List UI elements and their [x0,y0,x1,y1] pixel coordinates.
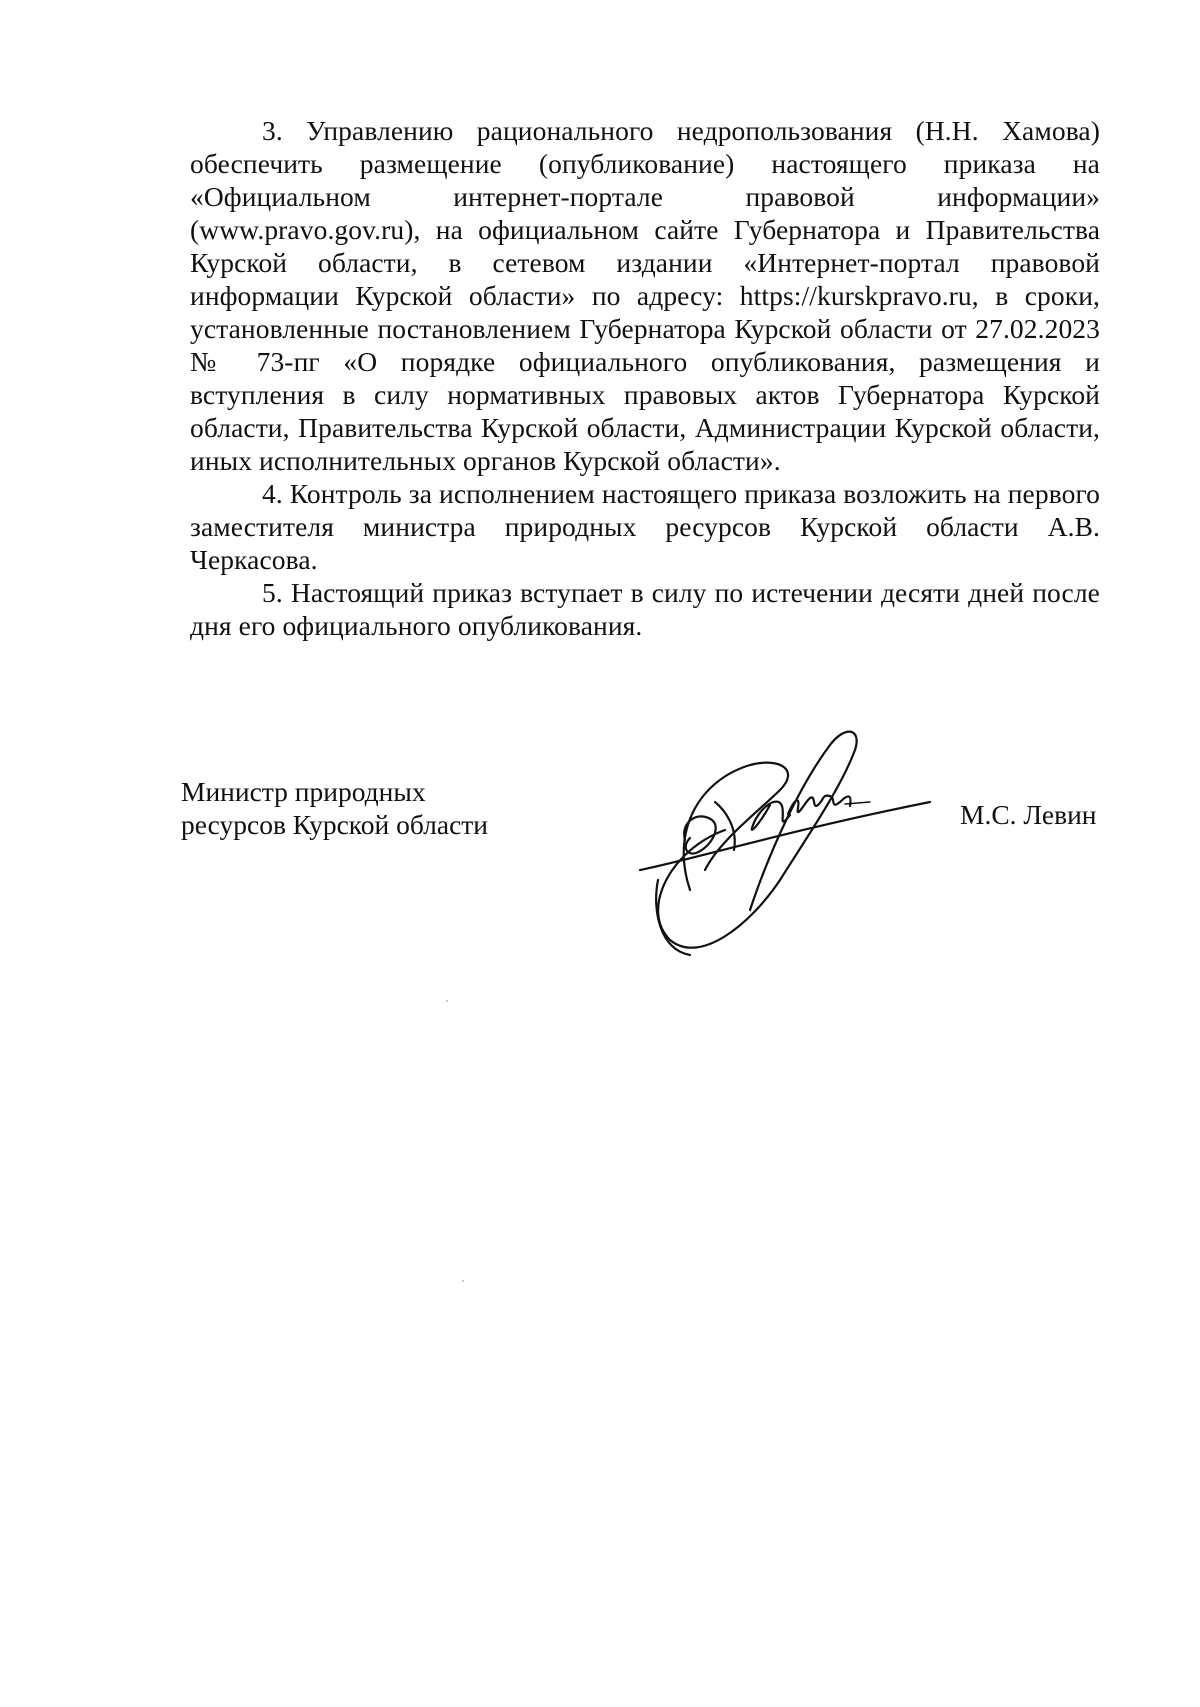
scan-speck [462,1280,464,1282]
paragraph-5: 5. Настоящий приказ вступает в силу по истечении десяти дней после дня его официального опубликования. [190,577,1100,641]
signer-title-line-2: ресурсов Курской области [181,809,489,840]
signer-title [181,775,488,841]
paragraph-3: 3. Управлению рационального недропользования (Н.Н. Хамова) обеспечить размещение (опубликование) настоящего приказа на «Официальном интернет-портале правовой информации» (www.pravo.gov.ru), на официальном сайте Губернатора и Правительства Курской области, в сетевом издании «Интернет-портал правовой информации Курской области» по адресу: https://kurskpravo.ru, в сроки, установленные постановлением Губернатора Курской области от 27.02.2023 № 73-пг «О порядке официального опубликования, размещения и вступления в силу нормативных правовых актов Губернатора Курской области, Правительства Курской области, Администрации Курской области, иных исполнительных органов Курской области». [190,115,1100,476]
scan-speck [446,1000,448,1002]
paragraph-4: 4. Контроль за исполнением настоящего приказа возложить на первого заместителя министра природных ресурсов Курской области А.В. Черкасова. [190,478,1100,575]
signer-name: М.С. Левин [960,799,1097,830]
handwritten-signature [630,710,950,960]
signer-title-line-1: Министр природных [181,776,426,807]
